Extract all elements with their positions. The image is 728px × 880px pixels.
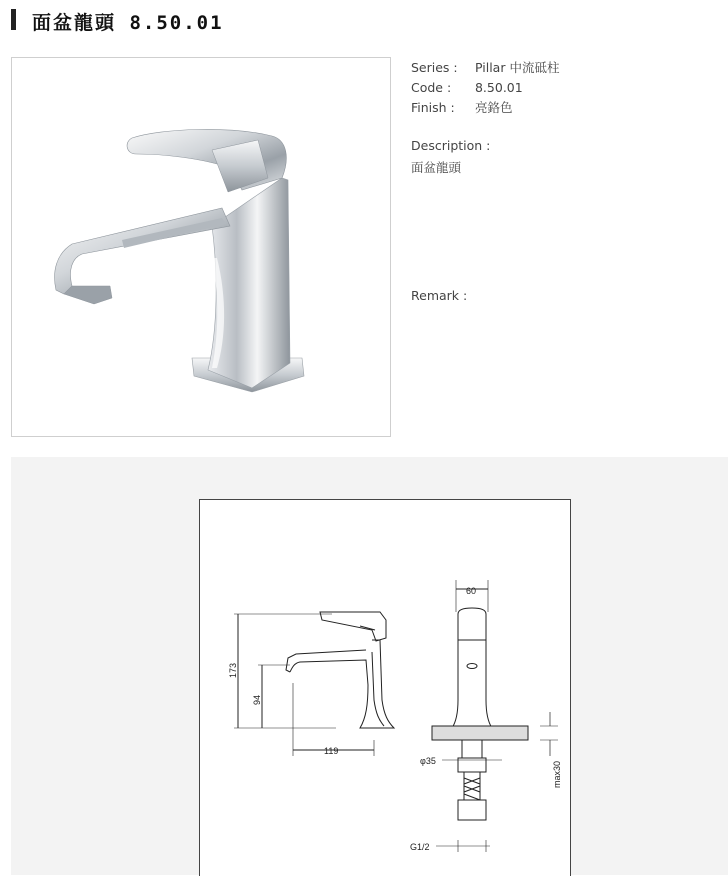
description-label: Description :: [411, 138, 491, 153]
dim-height-spout: 94: [252, 694, 262, 705]
code-label: Code :: [411, 80, 452, 95]
dim-hole-dia: φ35: [420, 756, 436, 766]
dim-top-width: 60: [466, 586, 477, 596]
dim-max-thickness: max30: [552, 760, 562, 788]
faucet-image: [12, 58, 390, 436]
dim-reach: 119: [324, 746, 339, 756]
dim-height-total: 173: [228, 662, 238, 678]
technical-drawing: [199, 499, 571, 876]
series-row: [411, 58, 559, 78]
product-photo: [11, 57, 391, 437]
dim-thread: G1/2: [410, 842, 430, 852]
finish-row: [411, 98, 559, 118]
code-row: [411, 78, 559, 98]
description-text: 面盆龍頭: [411, 160, 462, 175]
series-value: Pillar 中流砥柱: [474, 60, 560, 75]
product-specs: [411, 58, 559, 118]
title-marker: [11, 9, 16, 30]
dimension-drawing: [200, 500, 570, 876]
code-value: 8.50.01: [474, 80, 523, 95]
page-title: 面盆龍頭 8.50.01: [32, 12, 224, 34]
series-label: Series :: [411, 60, 458, 75]
finish-value: 亮鉻色: [474, 100, 513, 115]
remark-label: Remark :: [411, 288, 468, 303]
finish-label: Finish :: [411, 100, 455, 115]
